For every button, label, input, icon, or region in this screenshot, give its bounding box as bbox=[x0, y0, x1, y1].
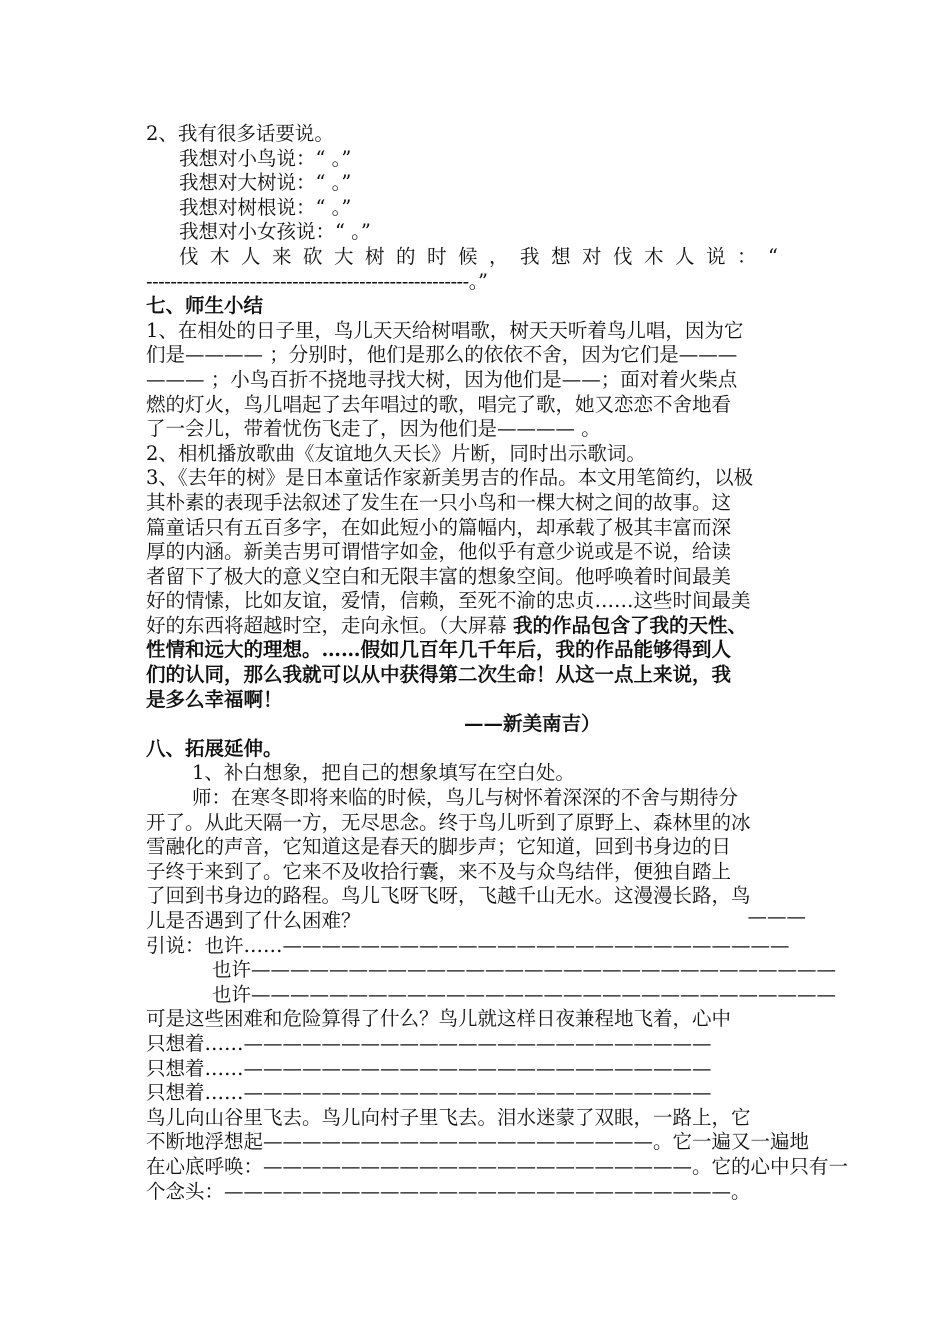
s8-ending-line: 个念头：——————————————————————————。 bbox=[146, 1179, 751, 1203]
s7-quote-start: 我的作品包含了我的天性、 bbox=[512, 613, 747, 637]
s8-ending-line: 鸟儿向山谷里飞去。鸟儿向村子里飞去。泪水迷蒙了双眼，一路上，它 bbox=[146, 1105, 751, 1129]
s7-quote-line: 是多么幸福啊！ bbox=[146, 687, 283, 711]
s7-p3-line: 其朴素的表现手法叙述了发生在一只小鸟和一棵大树之间的故事。这 bbox=[146, 490, 732, 514]
s7-p3-last-line bbox=[146, 614, 810, 639]
section8-heading: 八、拓展延伸。 bbox=[146, 736, 283, 760]
woodcutter-dashes: -----------------------------------------------------。” bbox=[146, 269, 488, 293]
section-talk-title: 2、我有很多话要说。 bbox=[146, 122, 334, 145]
s8-teacher-line: 了回到书身边的路程。鸟儿飞呀飞呀，飞越千山无水。这漫漫长路，鸟 bbox=[146, 884, 751, 908]
s8-trail-dash: ——— bbox=[747, 905, 806, 928]
s7-p1-line: ——— ；小鸟百折不挠地寻找大树，因为他们是——；面对着火柴点 bbox=[146, 367, 738, 391]
s8-ending-line: 在心底呼唤：——————————————————————。它的心中只有一 bbox=[146, 1154, 849, 1178]
s7-p3-line: 3、《去年的树》是日本童话作家新美男吉的作品。本文用笔简约，以极 bbox=[146, 466, 754, 490]
talk-line-tree: 我想对大树说：“ 。” bbox=[179, 171, 352, 195]
s7-p1-line: 们是———— ；分别时，他们是那么的依依不舍，因为它们是——— bbox=[146, 343, 738, 367]
s8-guide-line: 也许—————————————————————————————— bbox=[212, 982, 836, 1006]
s7-p1-line: 了一会儿，带着忧伤飞走了，因为他们是———— 。 bbox=[146, 417, 601, 441]
s8-only-line: 只想着……———————————————————————— bbox=[146, 1081, 712, 1105]
s7-quote-line: 性情和远大的理想。……假如几百年几千年后，我的作品能够得到人 bbox=[146, 638, 732, 662]
s8-item1: 1、补白想象，把自己的想象填写在空白处。 bbox=[192, 761, 575, 785]
s7-signature: ——新美南吉） bbox=[464, 712, 601, 736]
s8-teacher-line: 开了。从此天隔一方，无尽思念。终于鸟儿听到了原野上、森林里的冰 bbox=[146, 810, 751, 834]
s8-only-line: 只想着……———————————————————————— bbox=[146, 1056, 712, 1080]
section7-heading: 七、师生小结 bbox=[146, 294, 264, 318]
document-page bbox=[146, 122, 849, 1204]
s8-teacher-line: 师：在寒冬即将来临的时候，鸟儿与树怀着深深的不舍与期待分 bbox=[192, 786, 739, 810]
s7-quote-line: 们的认同，那么我就可以从中获得第二次生命！从这一点上来说，我 bbox=[146, 663, 732, 687]
talk-line-bird: 我想对小鸟说：“ 。” bbox=[179, 146, 352, 170]
s8-only-line: 只想着……———————————————————————— bbox=[146, 1031, 712, 1055]
talk-line-root: 我想对树根说：“ 。” bbox=[179, 195, 352, 219]
s8-ending-line: 不断地浮想起————————————————————。它一遍又一遍地 bbox=[146, 1130, 810, 1154]
s8-guide-line: 引说：也许……—————————————————————————— bbox=[146, 933, 790, 957]
talk-line-woodcutter bbox=[146, 245, 810, 270]
s7-p1-line: 燃的灯火，鸟儿唱起了去年唱过的歌，唱完了歌，她又恋恋不舍地看 bbox=[146, 392, 732, 416]
s7-p3-line: 厚的内涵。新美吉男可谓惜字如金，他似乎有意少说或是不说，给读 bbox=[146, 540, 732, 564]
s8-teacher-line: 雪融化的声音，它知道这是春天的脚步声；它知道，回到书身边的日 bbox=[146, 835, 732, 859]
s7-p3-line: 篇童话只有五百多字，在如此短小的篇幅内，却承载了极其丰富而深 bbox=[146, 515, 732, 539]
s8-teacher-line: 子终于来到了。它来不及收拾行囊，来不及与众鸟结伴，便独自踏上 bbox=[146, 859, 732, 883]
s8-teacher-line bbox=[146, 905, 810, 934]
talk-line-girl: 我想对小女孩说：“ 。” bbox=[179, 220, 371, 244]
s8-teacher-last: 儿是否遇到了什么困难？ bbox=[146, 909, 361, 932]
s7-p3-line: 者留下了极大的意义空白和无限丰富的想象空间。他呼唤着时间最美 bbox=[146, 564, 732, 588]
s7-p3-line: 好的情愫，比如友谊，爱情，信赖，至死不渝的忠贞……这些时间最美 bbox=[146, 589, 751, 613]
s7-p2: 2、相机播放歌曲《友谊地久天长》片断，同时出示歌词。 bbox=[146, 441, 646, 465]
s7-p3-last-plain: 好的东西将超越时空，走向永恒。（大屏幕 bbox=[146, 613, 513, 637]
s8-guide-line: 也许—————————————————————————————— bbox=[212, 958, 836, 982]
woodcutter-text: 伐木人来砍大树的时候，我想对伐木人说：“ bbox=[179, 244, 790, 268]
s8-but-line: 可是这些困难和危险算得了什么？鸟儿就这样日夜兼程地飞着，心中 bbox=[146, 1007, 732, 1031]
s7-p1-line: 1、在相处的日子里，鸟儿天天给树唱歌，树天天听着鸟儿唱，因为它 bbox=[146, 318, 744, 342]
